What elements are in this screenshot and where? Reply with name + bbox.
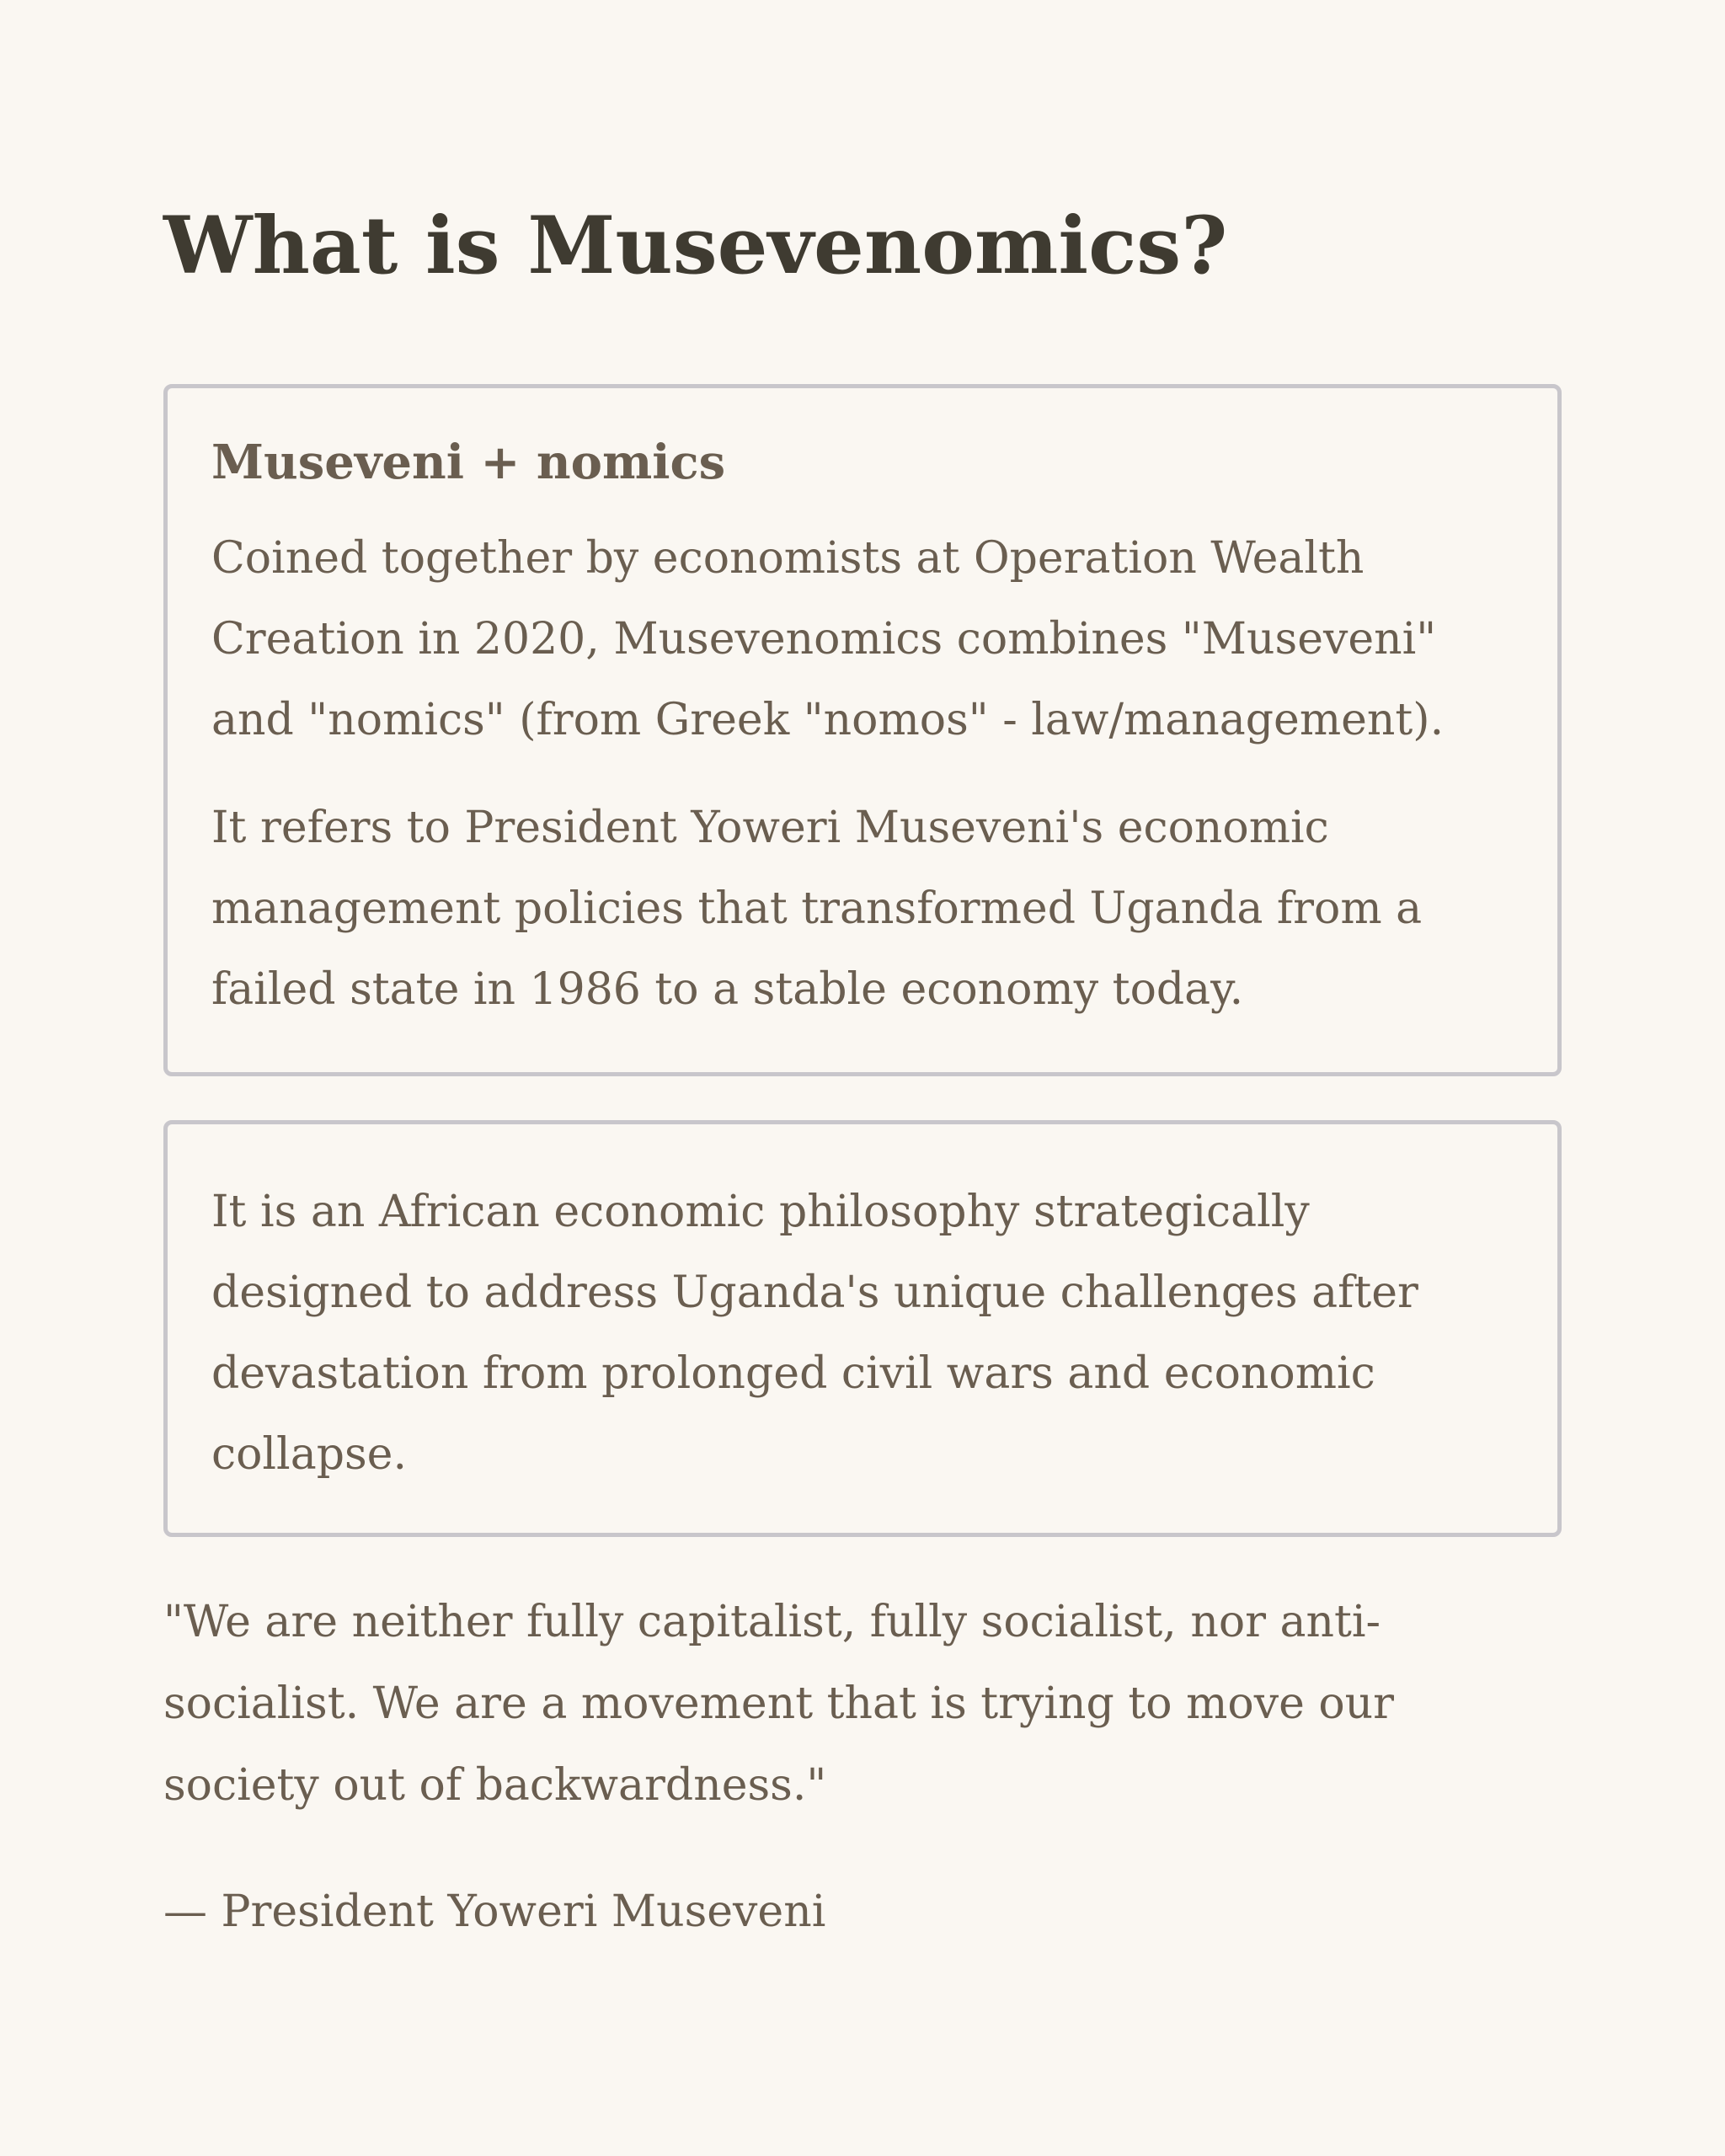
page-title: What is Musevenomics? — [163, 200, 1228, 292]
definition-paragraph-meaning: It refers to President Yoweri Museveni's economic management policies that transformed Uganda from a failed state in 1986 to a stable economy today. — [211, 803, 1423, 1015]
philosophy-paragraph: It is an African economic philosophy strategically designed to address Uganda's unique challenges after devastation from prolonged civil wars and economic collapse. — [211, 1187, 1418, 1480]
philosophy-card — [163, 1120, 1562, 1537]
quote-text: "We are neither fully capitalist, fully socialist, nor anti- socialist. We are a movement that is trying to move our society out of backwardness." — [163, 1597, 1395, 1811]
definition-card — [163, 384, 1562, 1076]
quote-attribution: — President Yoweri Museveni — [163, 1886, 826, 1937]
definition-heading: Museveni + nomics — [211, 435, 726, 490]
definition-paragraph-origin: Coined together by economists at Operation Wealth Creation in 2020, Musevenomics combines "Museveni" and "nomics" (from Greek "nomos" - law/management). — [211, 533, 1445, 745]
